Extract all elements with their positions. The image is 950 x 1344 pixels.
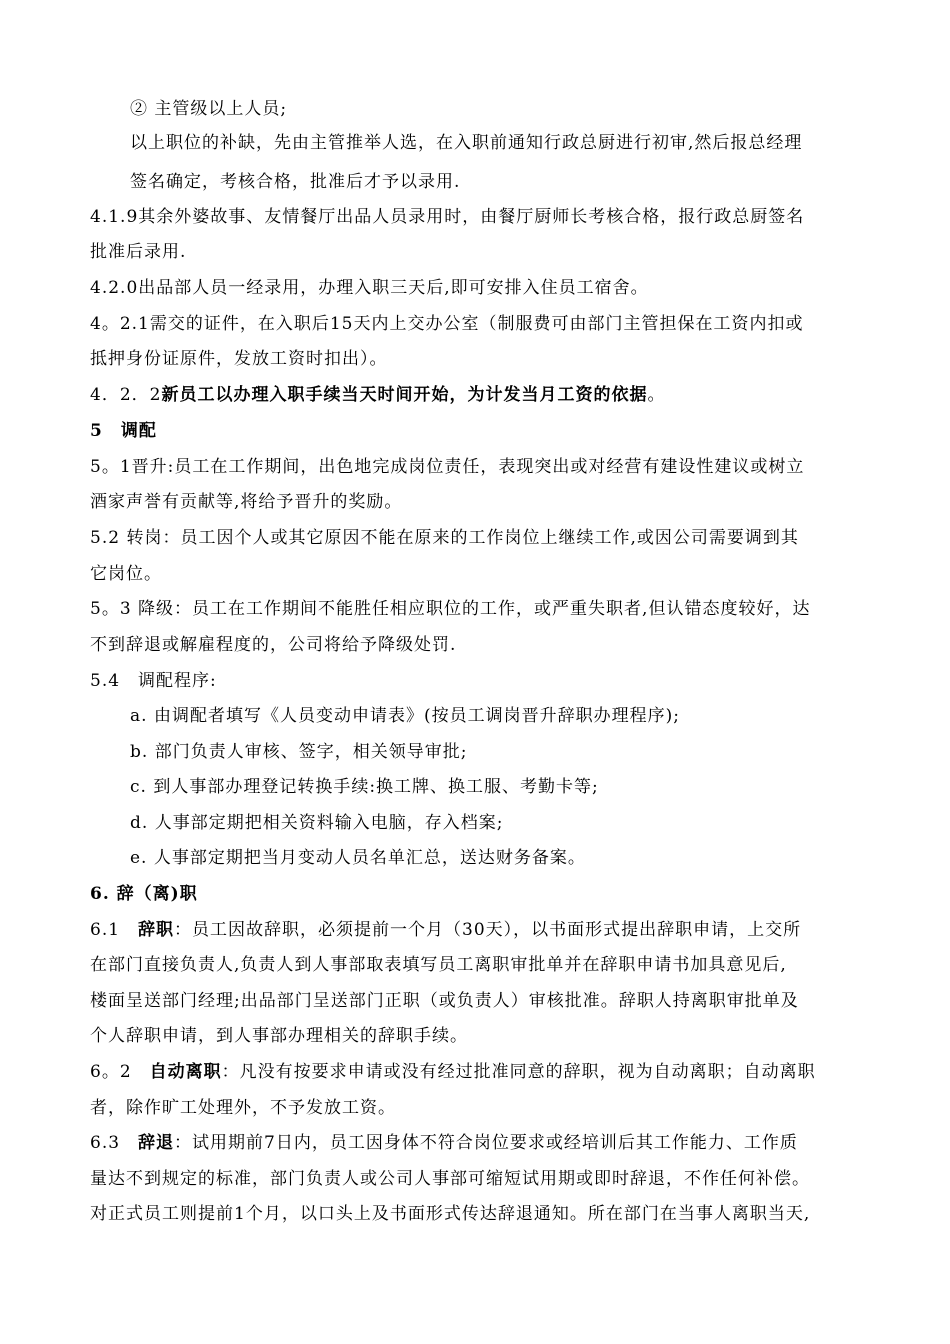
list-item: c. 到人事部办理登记转换手续:换工牌、换工服、考勤卡等;: [130, 777, 599, 797]
paragraph-line: 酒家声誉有贡献等,将给予晋升的奖励。: [90, 492, 403, 512]
paragraph-line: 5.2 转岗：员工因个人或其它原因不能在原来的工作岗位上继续工作,或因公司需要调到其: [90, 528, 799, 548]
paragraph-line: 个人辞职申请，到人事部办理相关的辞职手续。: [90, 1026, 468, 1046]
paragraph-line: 对正式员工则提前1个月，以口头上及书面形式传达辞退通知。所在部门在当事人离职当天,: [90, 1204, 811, 1224]
paragraph-line: 签名确定，考核合格，批准后才予以录用.: [130, 172, 461, 192]
list-item: e. 人事部定期把当月变动人员名单汇总，送达财务备案。: [130, 848, 586, 868]
paragraph-line: 6。2 自动离职：凡没有按要求申请或没有经过批准同意的辞职，视为自动离职；自动离职: [90, 1062, 816, 1082]
paragraph-line: 6.3 辞退：试用期前7日内，员工因身体不符合岗位要求或经培训后其工作能力、工作质: [90, 1133, 798, 1153]
paragraph-line: 4.2.0出品部人员一经录用，办理入职三天后,即可安排入住员工宿舍。: [90, 278, 649, 298]
paragraph-line: 5.4 调配程序:: [90, 671, 217, 691]
paragraph-line: 4.1.9其余外婆故事、友情餐厅出品人员录用时，由餐厅厨师长考核合格，报行政总厨签名: [90, 207, 805, 227]
paragraph-line: 5。3 降级：员工在工作期间不能胜任相应职位的工作，或严重失职者,但认错态度较好，达: [90, 599, 811, 619]
list-item: d. 人事部定期把相关资料输入电脑，存入档案;: [130, 813, 504, 833]
paragraph-line: 4。2.1需交的证件，在入职后15天内上交办公室（制服费可由部门主管担保在工资内扣或: [90, 314, 804, 334]
paragraph-line: 不到辞退或解雇程度的，公司将给予降级处罚.: [90, 635, 457, 655]
list-item: b. 部门负责人审核、签字，相关领导审批;: [130, 742, 468, 762]
paragraph-line: 抵押身份证原件，发放工资时扣出）。: [90, 349, 388, 369]
section-heading-5: 5 调配: [90, 421, 157, 441]
section-heading-6: 6. 辞（离)职: [90, 884, 198, 904]
paragraph-line: 5。1晋升:员工在工作期间，出色地完成岗位责任，表现突出或对经营有建设性建议或树立: [90, 457, 805, 477]
paragraph-line: 它岗位。: [90, 564, 162, 584]
paragraph-line: 批准后录用.: [90, 242, 187, 262]
paragraph-line: 者，除作旷工处理外，不予发放工资。: [90, 1098, 396, 1118]
paragraph-line: 6.1 辞职：员工因故辞职，必须提前一个月（30天），以书面形式提出辞职申请，上交所: [90, 920, 802, 940]
list-item: a. 由调配者填写《人员变动申请表》(按员工调岗晋升辞职办理程序);: [130, 706, 680, 726]
paragraph-line: ② 主管级以上人员;: [130, 99, 288, 119]
paragraph-line: 楼面呈送部门经理;出品部门呈送部门正职（或负责人）审核批准。辞职人持离职审批单及: [90, 991, 799, 1011]
paragraph-line: 在部门直接负责人,负责人到人事部取表填写员工离职审批单并在辞职申请书加具意见后,: [90, 955, 787, 975]
paragraph-line: 量达不到规定的标准，部门负责人或公司人事部可缩短试用期或即时辞退，不作任何补偿。: [90, 1169, 810, 1189]
paragraph-line: 4．2．2新员工以办理入职手续当天时间开始，为计发当月工资的依据。: [90, 385, 666, 405]
paragraph-line: 以上职位的补缺，先由主管推举人选，在入职前通知行政总厨进行初审,然后报总经理: [130, 133, 803, 153]
